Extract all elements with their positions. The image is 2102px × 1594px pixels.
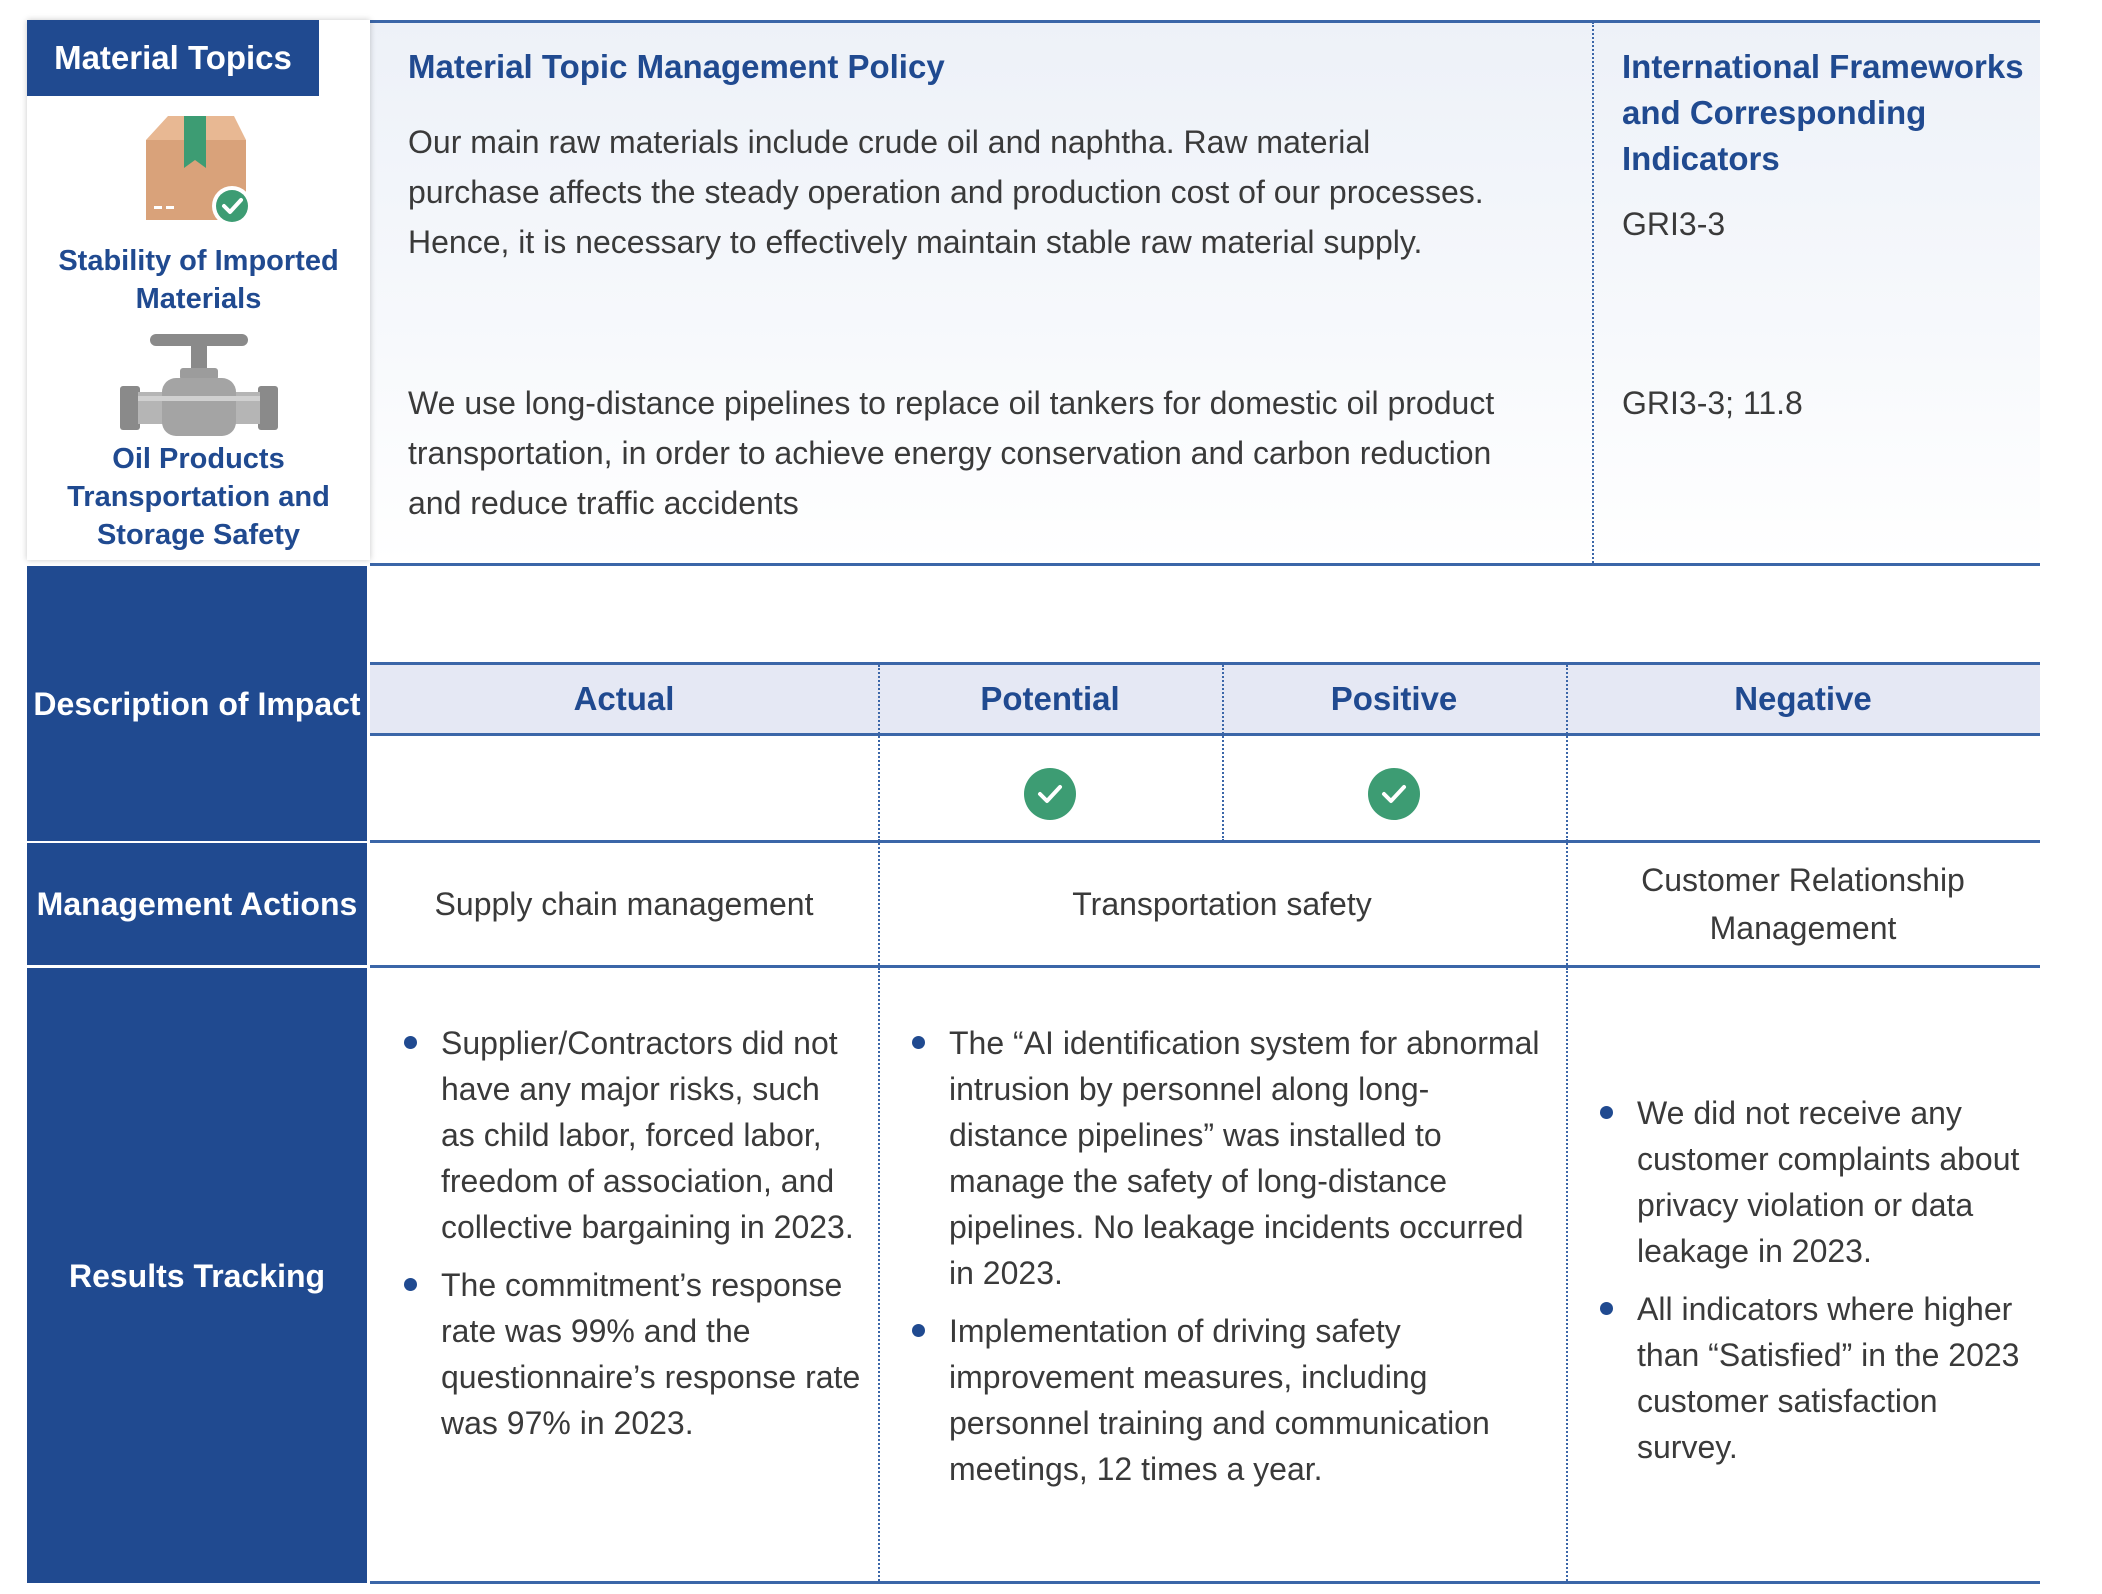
policy-paragraph-2: We use long-distance pipelines to replace oil tankers for domestic oil product transportation, in order to achieve energy conservation and carbon reduction and reduce traffic accidents [408,385,1495,521]
impact-divider [878,665,880,841]
list-item: We did not receive any customer complaints about privacy violation or data leakage in 2023. [1600,1090,2020,1274]
impact-divider [1566,665,1568,841]
package-check-icon [138,110,258,230]
actions-divider [1566,843,1568,965]
check-icon-potential [1024,768,1076,820]
framework-indicator-2: GRI3-3; 11.8 [1622,385,1803,421]
impact-col-positive: Positive [1330,680,1458,717]
action-transportation: Transportation safety [1072,886,1372,922]
results-supply-chain [404,1020,862,1458]
row-divider [370,965,2040,968]
list-item: Supplier/Contractors did not have any major risks, such as child labor, forced labor, freedom of association, and collective bargaining in 2023. [404,1020,862,1250]
material-topics-tab: Material Topics [27,20,319,96]
management-label: Management Actions [27,843,367,965]
topic-name-imported-materials: Stability of Imported Materials [58,245,339,315]
section-divider [370,563,2040,566]
policy-heading: Material Topic Management Policy [408,48,945,85]
top-rule [370,20,2040,23]
frameworks-heading: International Frameworks and Corresponding Indicators [1622,48,2024,177]
impact-col-negative: Negative [1734,680,1872,717]
list-item: The “AI identification system for abnormal intrusion by personnel along long-distance pipelines” was installed to manage the safety of long-distance pipelines. No leakage incidents occurred in 2023. [912,1020,1542,1296]
impact-col-actual: Actual [573,680,675,717]
results-divider [878,968,880,1581]
check-icon-positive [1368,768,1420,820]
impact-label: Description of Impact [27,566,367,841]
results-label: Results Tracking [27,968,367,1583]
framework-indicator-1: GRI3-3 [1622,206,1726,242]
impact-divider [1222,665,1224,841]
list-item: All indicators where higher than “Satisfied” in the 2023 customer satisfaction survey. [1600,1286,2020,1470]
pipeline-valve-icon [116,330,282,438]
action-customer: Customer Relationship Management [1641,862,1965,946]
policy-paragraph-1: Our main raw materials include crude oil and naphtha. Raw material purchase affects the steady operation and production cost of our processes. Hence, it is necessary to effectively maintain stable raw material supply. [408,124,1484,260]
topic-name-oil-transport: Oil Products Transportation and Storage Safety [67,443,330,551]
list-item: Implementation of driving safety improvement measures, including personnel training and communication meetings, 12 times a year. [912,1308,1542,1492]
impact-col-potential: Potential [980,680,1120,717]
results-transportation [912,1020,1542,1504]
results-customer [1600,1090,2020,1482]
list-item: The commitment’s response rate was 99% and the questionnaire’s response rate was 97% in 2023. [404,1262,862,1446]
bottom-rule [370,1581,2040,1584]
frameworks-divider [1592,22,1594,563]
results-divider [1566,968,1568,1581]
action-supply-chain: Supply chain management [434,886,814,922]
actions-divider [878,843,880,965]
